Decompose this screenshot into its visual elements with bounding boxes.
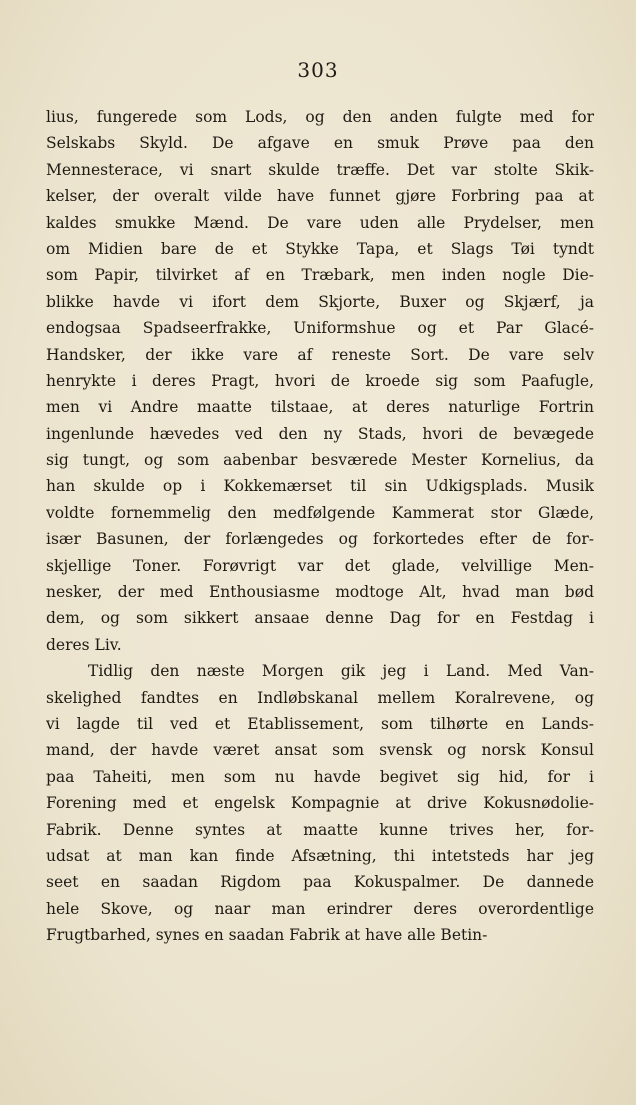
text-line: Handsker, der ikke vare af reneste Sort. De vare selv [46, 345, 594, 364]
text-line: Mennesterace, vi snart skulde træffe. Det var stolte Skik- [46, 160, 594, 179]
text-line: nesker, der med Enthousiasme modtoge Alt, hvad man bød [46, 583, 594, 602]
page-number: 303 [297, 58, 339, 82]
text-line: deres Liv. [46, 635, 122, 654]
text-line: Fabrik. Denne syntes at maatte kunne trives her, for- [46, 820, 594, 839]
text-line: seet en saadan Rigdom paa Kokuspalmer. De dannede [46, 873, 594, 892]
text-line: Tidlig den næste Morgen gik jeg i Land. Med Van- [88, 662, 594, 681]
text-line: men vi Andre maatte tilstaae, at deres naturlige Fortrin [46, 398, 594, 417]
paragraph [46, 658, 594, 948]
text-line: dem, og som sikkert ansaae denne Dag for en Festdag i [46, 609, 594, 628]
text-line: skelighed fandtes en Indløbskanal mellem Koralrevene, og [46, 688, 594, 707]
text-line: som Papir, tilvirket af en Træbark, men inden nogle Die- [46, 266, 594, 285]
text-line: endogsaa Spadseerfrakke, Uniformshue og et Par Glacé- [46, 319, 594, 338]
text-line: lius, fungerede som Lods, og den anden fulgte med for [46, 108, 594, 126]
text-line: mand, der havde været ansat som svensk og norsk Konsul [46, 741, 594, 760]
text-line: henrykte i deres Pragt, hvori de kroede sig som Paafugle, [46, 371, 594, 390]
text-line: kaldes smukke Mænd. De vare uden alle Prydelser, men [46, 213, 594, 232]
text-line: blikke havde vi ifort dem Skjorte, Buxer og Skjærf, ja [46, 292, 594, 311]
text-line: paa Taheiti, men som nu havde begivet sig hid, for i [46, 767, 594, 786]
paragraph [46, 104, 594, 658]
text-line: Forening med et engelsk Kompagnie at drive Kokusnødolie- [46, 794, 594, 813]
text-line: han skulde op i Kokkemærset til sin Udkigsplads. Musik [46, 477, 594, 496]
text-line: kelser, der overalt vilde have funnet gjøre Forbring paa at [46, 187, 594, 206]
text-line: skjellige Toner. Forøvrigt var det glade, velvillige Men- [46, 556, 594, 575]
text-line: udsat at man kan finde Afsætning, thi intetsteds har jeg [46, 846, 594, 865]
text-line: sig tungt, og som aabenbar besværede Mester Kornelius, da [46, 451, 594, 470]
text-line: Selskabs Skyld. De afgave en smuk Prøve paa den [46, 134, 594, 153]
text-line: vi lagde til ved et Etablissement, som tilhørte en Lands- [46, 714, 594, 733]
text-line: om Midien bare de et Stykke Tapa, et Slags Tøi tyndt [46, 239, 594, 258]
text-line: især Basunen, der forlængedes og forkortedes efter de for- [46, 530, 594, 549]
text-line: voldte fornemmelig den medfølgende Kammerat stor Glæde, [46, 503, 594, 522]
text-line: Frugtbarhed, synes en saadan Fabrik at have alle Betin- [46, 926, 488, 945]
text-line: hele Skove, og naar man erindrer deres overordentlige [46, 899, 594, 918]
text-block [46, 104, 594, 949]
text-line: ingenlunde hævedes ved den ny Stads, hvori de bevægede [46, 424, 594, 443]
